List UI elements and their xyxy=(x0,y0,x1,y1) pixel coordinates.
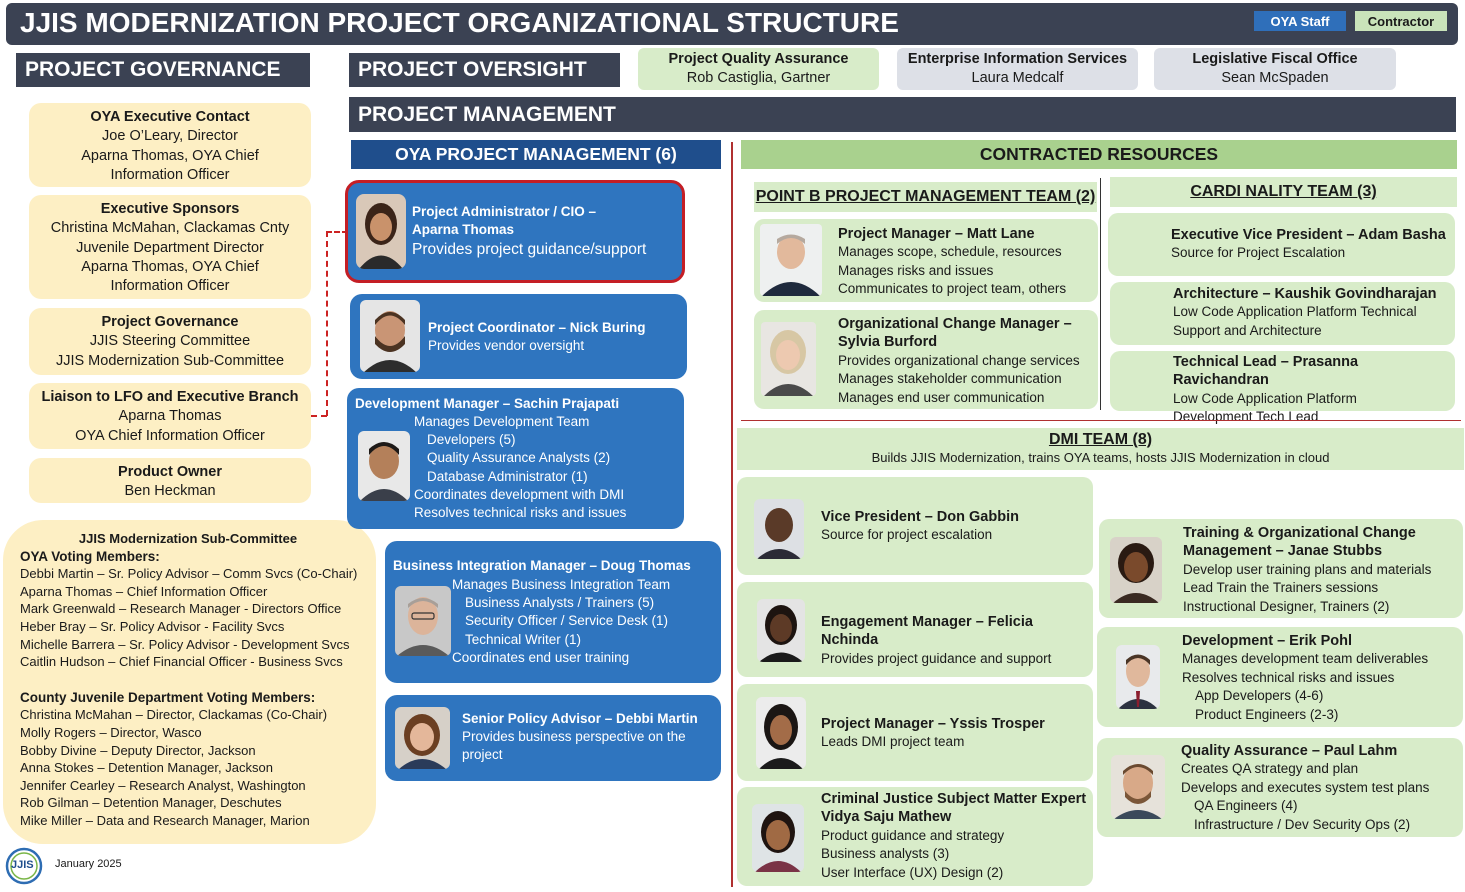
card-cardinality-tech-lead xyxy=(1110,351,1455,425)
member: Aparna Thomas – Chief Information Officer xyxy=(20,583,268,599)
box-title: Product Owner xyxy=(118,464,222,480)
card-title: Project Manager – Matt Lane xyxy=(838,226,1035,242)
subcommittee-title: JJIS Modernization Sub-Committee xyxy=(78,531,298,546)
member: Debbi Martin – Sr. Policy Advisor – Comm Svcs (Co-Chair) xyxy=(20,566,358,582)
card-line: Manages development team deliverables xyxy=(1182,651,1429,667)
governance-box-executive-contact xyxy=(29,103,311,187)
avatar xyxy=(760,224,822,296)
box-line: JJIS Steering Committee xyxy=(89,333,251,350)
box-line: Juvenile Department Director xyxy=(76,239,264,256)
avatar xyxy=(358,431,410,501)
card-dmi-project-manager xyxy=(737,684,1093,781)
cardinality-header: CARDI NALITY TEAM (3) xyxy=(1110,177,1457,207)
card-title: Executive Vice President – Adam Basha xyxy=(1171,227,1446,243)
card-line: Development Tech Lead xyxy=(1173,409,1319,425)
card-line: Provides project guidance/support xyxy=(412,241,647,259)
county-voting-heading: County Juvenile Department Voting Members: xyxy=(20,689,316,705)
card-line: Communicates to project team, others xyxy=(838,281,1067,297)
card-title: Project Administrator / CIO – xyxy=(412,204,597,219)
oversight-header: PROJECT OVERSIGHT xyxy=(349,53,620,87)
box-line: Sean McSpaden xyxy=(1221,70,1329,86)
contracted-resources-header: CONTRACTED RESOURCES xyxy=(741,140,1457,169)
box-line: Rob Castiglia, Gartner xyxy=(686,70,831,86)
box-title: Executive Sponsors xyxy=(100,201,240,217)
card-line: Instructional Designer, Trainers (2) xyxy=(1183,598,1390,614)
card-business-integration-manager xyxy=(385,541,721,683)
card-dmi-training xyxy=(1099,519,1463,618)
card-line: Manages risks and issues xyxy=(838,262,994,278)
card-line: Database Administrator (1) xyxy=(427,468,588,484)
avatar xyxy=(360,300,420,372)
card-line: project xyxy=(462,747,503,763)
card-dmi-vice-president xyxy=(737,477,1093,575)
card-line: App Developers (4-6) xyxy=(1195,688,1324,704)
avatar xyxy=(395,586,451,656)
member: Molly Rogers – Director, Wasco xyxy=(20,724,202,740)
oversight-box-lfo xyxy=(1154,48,1396,90)
card-title: Business Integration Manager – Doug Thomas xyxy=(393,558,691,573)
card-line: Developers (5) xyxy=(427,432,516,448)
avatar xyxy=(754,499,804,559)
card-title-text: Development Manager – Sachin Prajapati xyxy=(355,396,620,411)
card-dmi-engagement-manager xyxy=(737,582,1093,677)
card-cardinality-evp xyxy=(1108,213,1455,276)
card-line: Source for project escalation xyxy=(821,527,993,543)
governance-header: PROJECT GOVERNANCE xyxy=(16,53,310,87)
card-title: Criminal Justice Subject Matter Expert xyxy=(821,791,1087,807)
box-line: Information Officer xyxy=(110,166,230,183)
box-line: Information Officer xyxy=(110,278,230,295)
dmi-header-box xyxy=(737,428,1464,470)
card-title: Sylvia Burford xyxy=(838,334,938,351)
box-line: Christina McMahan, Clackamas Cnty xyxy=(50,220,290,237)
oversight-box-eis xyxy=(897,48,1138,90)
divider-line xyxy=(741,420,1461,421)
card-line: Coordinates end user training xyxy=(452,649,630,665)
card-dmi-development xyxy=(1097,627,1463,727)
card-line: Provides organizational change services xyxy=(838,352,1080,368)
card-pointb-ocm xyxy=(754,310,1098,409)
card-title: Aparna Thomas xyxy=(412,222,515,238)
card-project-coordinator xyxy=(350,294,687,379)
card-line: Business Analysts / Trainers (5) xyxy=(465,595,655,611)
card-line: Security Officer / Service Desk (1) xyxy=(465,613,669,629)
connector-line xyxy=(326,231,328,416)
card-title: Project Manager – Yssis Trosper xyxy=(821,716,1045,732)
member: Bobby Divine – Deputy Director, Jackson xyxy=(20,742,256,758)
pointb-header: POINT B PROJECT MANAGEMENT TEAM (2) xyxy=(754,182,1097,212)
box-line: Laura Medcalf xyxy=(971,70,1064,86)
avatar xyxy=(752,804,804,872)
dmi-subtitle: Builds JJIS Modernization, trains OYA teams, hosts JJIS Modernization in cloud xyxy=(871,450,1330,465)
member: Jennifer Cearley – Research Analyst, Washington xyxy=(20,777,306,793)
box-title: Enterprise Information Services xyxy=(907,51,1128,67)
member: Mike Miller – Data and Research Manager, Marion xyxy=(20,812,310,828)
avatar xyxy=(395,707,450,769)
avatar xyxy=(757,599,805,662)
card-title: Quality Assurance – Paul Lahm xyxy=(1181,743,1398,759)
dmi-header: DMI TEAM (8) xyxy=(1048,431,1153,448)
card-line: Provides project guidance and support xyxy=(821,650,1052,666)
card-title: Vice President – Don Gabbin xyxy=(821,509,1019,525)
avatar xyxy=(761,322,816,396)
card-title: Vidya Saju Mathew xyxy=(821,809,952,826)
box-line: Aparna Thomas xyxy=(118,408,222,425)
member: Caitlin Hudson – Chief Financial Officer - Business Svcs xyxy=(20,654,343,670)
box-line: Ben Heckman xyxy=(124,483,216,500)
card-pointb-project-manager xyxy=(754,219,1098,302)
card-line: Low Code Application Platform xyxy=(1173,390,1357,406)
card-line: Develops and executes system test plans xyxy=(1181,779,1430,795)
divider-line xyxy=(731,142,733,887)
card-project-administrator xyxy=(345,180,685,283)
oya-management-header: OYA PROJECT MANAGEMENT (6) xyxy=(351,140,721,169)
member: Anna Stokes – Detention Manager, Jackson xyxy=(20,760,273,776)
card-line: Provides vendor oversight xyxy=(428,338,585,354)
card-title xyxy=(355,395,619,413)
card-line: Low Code Application Platform Technical xyxy=(1173,304,1417,320)
card-title: Senior Policy Advisor – Debbi Martin xyxy=(462,711,698,726)
box-title: Legislative Fiscal Office xyxy=(1192,51,1358,67)
card-line: Develop user training plans and materials xyxy=(1183,561,1432,577)
card-dmi-sme xyxy=(737,787,1093,886)
card-development-manager xyxy=(347,388,684,529)
box-line: Aparna Thomas, OYA Chief xyxy=(81,147,259,164)
oversight-box-quality-assurance xyxy=(638,48,879,90)
card-line: QA Engineers (4) xyxy=(1194,798,1298,814)
box-line: Joe O’Leary, Director xyxy=(102,128,238,145)
card-line: Manages end user communication xyxy=(838,389,1045,405)
card-line: Manages stakeholder communication xyxy=(838,371,1062,387)
legend-contractor: Contractor xyxy=(1355,11,1447,31)
card-title: Architecture – Kaushik Govindharajan xyxy=(1173,286,1437,302)
card-title: Organizational Change Manager – xyxy=(838,316,1072,332)
box-line: OYA Chief Information Officer xyxy=(75,427,265,444)
avatar xyxy=(1111,755,1165,819)
avatar xyxy=(356,194,406,269)
box-title: OYA Executive Contact xyxy=(90,109,250,125)
member: Heber Bray – Sr. Policy Advisor - Facility Svcs xyxy=(20,618,285,634)
card-senior-policy-advisor xyxy=(385,695,721,781)
card-line: Provides business perspective on the xyxy=(462,729,686,745)
card-title: Management – Janae Stubbs xyxy=(1183,543,1383,560)
avatar xyxy=(1116,645,1160,709)
card-title: Development – Erik Pohl xyxy=(1182,633,1353,649)
logo-text: JJIS xyxy=(11,859,34,871)
avatar xyxy=(1110,537,1162,603)
card-title: Engagement Manager – Felicia Nchinda xyxy=(821,614,1033,649)
card-cardinality-architecture xyxy=(1110,282,1455,345)
governance-box-product-owner xyxy=(29,458,311,503)
page-title: JJIS MODERNIZATION PROJECT ORGANIZATIONAL STRUCTURE xyxy=(20,7,899,38)
box-line: JJIS Modernization Sub-Committee xyxy=(55,352,285,369)
governance-box-liaison xyxy=(29,383,311,449)
card-line: Source for Project Escalation xyxy=(1171,245,1346,261)
card-line: Resolves technical risks and issues xyxy=(1182,669,1395,685)
card-line: Resolves technical risks and issues xyxy=(414,505,627,521)
card-line: Technical Writer (1) xyxy=(465,631,582,647)
card-line: Manages Business Integration Team xyxy=(452,577,671,592)
avatar xyxy=(756,697,806,769)
card-title: Technical Lead – Prasanna Ravichandran xyxy=(1173,354,1359,389)
management-header: PROJECT MANAGEMENT xyxy=(349,97,1456,132)
card-line: Manages scope, schedule, resources xyxy=(838,244,1062,260)
card-line: Leads DMI project team xyxy=(821,734,965,750)
card-line: Quality Assurance Analysts (2) xyxy=(427,450,611,466)
card-title: Training & Organizational Change xyxy=(1183,525,1416,541)
box-title: Project Governance xyxy=(101,314,239,330)
governance-box-executive-sponsors xyxy=(29,195,311,299)
member: Mark Greenwald – Research Manager - Directors Office xyxy=(20,601,342,617)
card-line: Lead Train the Trainers sessions xyxy=(1183,580,1379,596)
card-line: Manages Development Team xyxy=(414,414,590,429)
footer-date: January 2025 xyxy=(55,858,122,870)
oya-voting-heading: OYA Voting Members: xyxy=(20,548,160,564)
card-line: Business analysts (3) xyxy=(821,846,950,862)
box-title: Liaison to LFO and Executive Branch xyxy=(41,389,299,405)
box-line: Aparna Thomas, OYA Chief xyxy=(81,258,259,275)
card-dmi-quality-assurance xyxy=(1097,738,1463,837)
card-line: Infrastructure / Dev Security Ops (2) xyxy=(1194,816,1411,832)
box-title: Project Quality Assurance xyxy=(668,51,849,67)
card-line: Product Engineers (2-3) xyxy=(1195,706,1339,722)
card-line: Creates QA strategy and plan xyxy=(1181,761,1359,777)
connector-line xyxy=(311,415,327,417)
legend-oya-staff: OYA Staff xyxy=(1254,11,1346,31)
card-line: Coordinates development with DMI xyxy=(414,486,625,502)
card-line: Product guidance and strategy xyxy=(821,827,1005,843)
subcommittee-box xyxy=(3,520,376,844)
member: Christina McMahan – Director, Clackamas (Co-Chair) xyxy=(20,707,328,723)
member: Rob Gilman – Detention Manager, Deschutes xyxy=(20,795,282,811)
member: Michelle Barrera – Sr. Policy Advisor - Development Svcs xyxy=(20,636,350,652)
card-line: User Interface (UX) Design (2) xyxy=(821,864,1004,880)
governance-box-project-governance xyxy=(29,308,311,375)
divider-line xyxy=(1100,178,1101,410)
card-title: Project Coordinator – Nick Buring xyxy=(428,320,646,335)
card-line: Support and Architecture xyxy=(1173,322,1322,338)
